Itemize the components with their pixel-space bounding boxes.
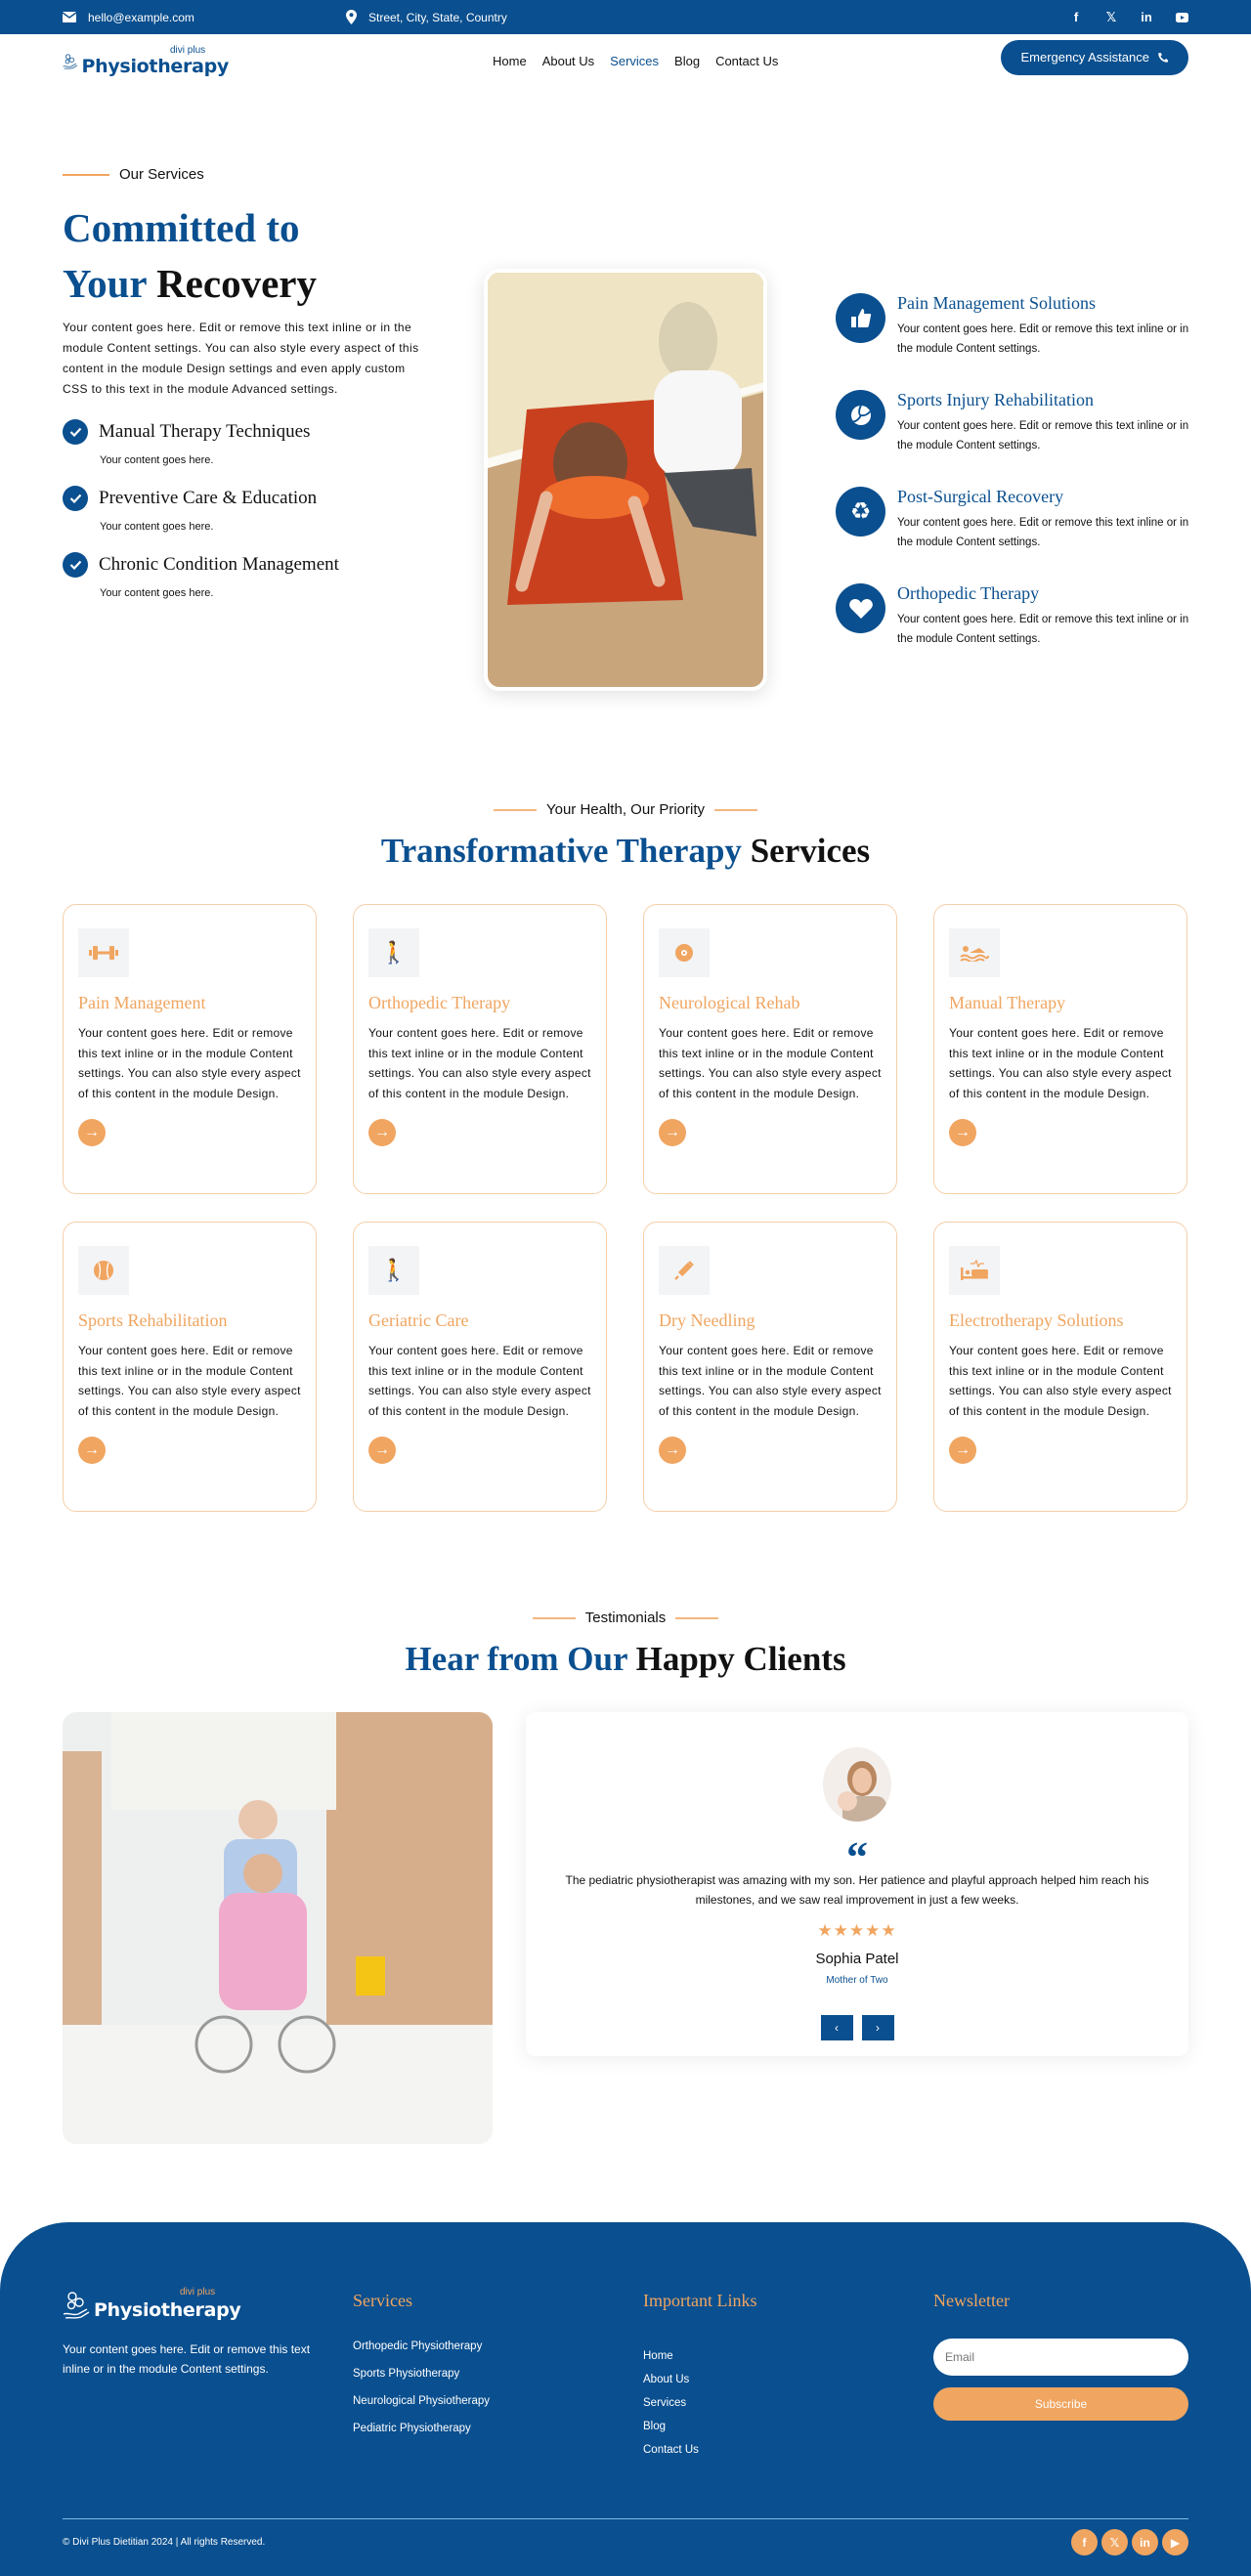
footer-important-links <box>643 2291 933 2468</box>
footer-bottom <box>63 2518 1188 2555</box>
title-dark: Services <box>750 832 871 870</box>
envelope-icon <box>63 12 76 22</box>
logo-hand-icon <box>63 2291 90 2320</box>
linkedin-icon[interactable]: in <box>1141 10 1152 24</box>
arrow-right-icon[interactable]: → <box>78 1437 106 1464</box>
checklist-sub: Your content goes here. <box>100 521 214 533</box>
arrow-right-icon[interactable]: → <box>368 1119 396 1146</box>
copyright: © Divi Plus Dietitian 2024 | All rights Reserved. <box>63 2537 266 2548</box>
service-card <box>63 1222 317 1512</box>
therapy-services-section <box>0 684 1251 1512</box>
eyebrow-text: Testimonials <box>584 1610 667 1626</box>
nav-about[interactable]: About Us <box>541 54 595 68</box>
walking-icon: 🚶 <box>368 928 419 977</box>
eyebrow-text: Your Health, Our Priority <box>545 801 705 818</box>
card-desc: Your content goes here. Edit or remove this text inline or in the module Content settings. You can also style every aspect of this content in the module Design. <box>368 1344 591 1418</box>
card-title: Neurological Rehab <box>659 993 800 1012</box>
card-desc: Your content goes here. Edit or remove this text inline or in the module Content settings. You can also style every aspect of this content in the module Design. <box>949 1344 1172 1418</box>
footer-link-services[interactable]: Services <box>643 2397 687 2409</box>
service-card <box>643 904 897 1194</box>
facebook-icon[interactable]: f <box>1073 10 1079 24</box>
site-logo[interactable] <box>63 44 229 77</box>
card-title: Pain Management <box>78 993 206 1012</box>
service-card <box>353 904 607 1194</box>
eyebrow-line <box>63 174 109 176</box>
card-title: Orthopedic Therapy <box>368 993 511 1012</box>
footer-description: Your content goes here. Edit or remove this text inline or in the module Content settings. <box>63 2342 311 2376</box>
star-rating: ★★★★★ <box>817 1921 897 1940</box>
card-title: Electrotherapy Solutions <box>949 1310 1124 1330</box>
card-desc: Your content goes here. Edit or remove this text inline or in the module Content settings. You can also style every aspect of this content in the module Design. <box>368 1026 591 1100</box>
card-title: Dry Needling <box>659 1310 755 1330</box>
eyebrow <box>0 1610 1251 1626</box>
feature-desc: Your content goes here. Edit or remove this text inline or in the module Content settings. <box>897 517 1189 548</box>
linkedin-icon[interactable]: in <box>1132 2529 1158 2555</box>
footer-service-link[interactable]: Neurological Physiotherapy <box>353 2395 490 2407</box>
eyebrow-line <box>714 809 757 811</box>
logo-text: Physiotherapy <box>81 55 229 77</box>
service-card <box>933 1222 1187 1512</box>
feature-item <box>836 293 1197 359</box>
intro-paragraph: Your content goes here. Edit or remove this text inline or in the module Content settings. You can also style every aspect of this content in the module Design settings and even apply custom CSS to this text in the module Advanced settings. <box>63 321 419 396</box>
prev-button[interactable]: ‹ <box>821 2015 853 2040</box>
our-services-intro <box>0 88 1251 684</box>
logo-hand-icon <box>63 47 78 76</box>
check-icon <box>63 552 88 578</box>
logo-tagline: divi plus <box>170 44 206 56</box>
checklist-title: Preventive Care & Education <box>99 488 318 508</box>
top-bar <box>0 0 1251 34</box>
service-card <box>933 904 1187 1194</box>
checklist-item <box>63 486 424 533</box>
facebook-icon[interactable]: f <box>1071 2529 1098 2555</box>
feature-list <box>836 293 1197 680</box>
footer-newsletter <box>933 2291 1188 2468</box>
feature-title: Sports Injury Rehabilitation <box>897 390 1094 409</box>
testimonials-section <box>0 1512 1251 2222</box>
footer-service-link[interactable]: Orthopedic Physiotherapy <box>353 2340 483 2352</box>
hospital-bed-icon <box>949 1246 1000 1295</box>
feature-desc: Your content goes here. Edit or remove this text inline or in the module Content settings. <box>897 614 1189 645</box>
footer-link-contact[interactable]: Contact Us <box>643 2444 699 2456</box>
checklist-item <box>63 552 424 599</box>
eyebrow-line <box>533 1617 576 1619</box>
checklist-item <box>63 419 424 466</box>
title-line-1: Committed to <box>63 205 300 250</box>
emergency-label: Emergency Assistance <box>1020 50 1149 64</box>
subscribe-button[interactable]: Subscribe <box>933 2387 1188 2421</box>
swimmer-icon <box>949 928 1000 977</box>
address-text: Street, City, State, Country <box>368 10 507 24</box>
email-text: hello@example.com <box>88 10 194 24</box>
nav-home[interactable]: Home <box>493 54 527 68</box>
heart-icon <box>836 583 885 633</box>
card-desc: Your content goes here. Edit or remove this text inline or in the module Content settings. You can also style every aspect of this content in the module Design. <box>949 1026 1172 1100</box>
nav-contact[interactable]: Contact Us <box>715 54 779 68</box>
eyebrow-line <box>494 809 537 811</box>
x-icon[interactable]: 𝕏 <box>1105 9 1117 24</box>
services-title <box>0 832 1251 871</box>
footer-heading: Services <box>353 2291 412 2310</box>
service-card <box>643 1222 897 1512</box>
youtube-icon[interactable]: ▶ <box>1162 2529 1188 2555</box>
syringe-icon <box>659 1246 710 1295</box>
card-desc: Your content goes here. Edit or remove this text inline or in the module Content settings. You can also style every aspect of this content in the module Design. <box>659 1026 882 1100</box>
site-footer <box>0 2222 1251 2576</box>
check-icon <box>63 419 88 445</box>
checklist-sub: Your content goes here. <box>100 454 214 466</box>
footer-link-blog[interactable]: Blog <box>643 2421 667 2432</box>
emergency-assistance-button[interactable] <box>1001 40 1188 75</box>
card-title: Manual Therapy <box>949 993 1066 1012</box>
arrow-right-icon[interactable]: → <box>78 1119 106 1146</box>
footer-link-home[interactable]: Home <box>643 2350 673 2362</box>
checklist-title: Chronic Condition Management <box>99 554 339 575</box>
title-line-2-blue: Your <box>63 261 147 306</box>
check-icon <box>63 486 88 511</box>
feature-desc: Your content goes here. Edit or remove this text inline or in the module Content settings. <box>897 323 1189 355</box>
client-name: Sophia Patel <box>815 1951 899 1967</box>
checklist-title: Manual Therapy Techniques <box>99 421 311 442</box>
atom-icon <box>659 928 710 977</box>
card-desc: Your content goes here. Edit or remove this text inline or in the module Content settings. You can also style every aspect of this content in the module Design. <box>78 1026 301 1100</box>
newsletter-email-input[interactable] <box>933 2339 1188 2376</box>
social-links <box>1069 11 1188 24</box>
thumbs-up-icon <box>836 293 885 343</box>
card-desc: Your content goes here. Edit or remove this text inline or in the module Content settings. You can also style every aspect of this content in the module Design. <box>78 1344 301 1418</box>
logo-tagline: divi plus <box>180 2287 216 2297</box>
feature-title: Pain Management Solutions <box>897 293 1096 313</box>
feature-title: Post-Surgical Recovery <box>897 487 1064 506</box>
quote-icon: “ <box>846 1833 868 1881</box>
baseball-icon <box>78 1246 129 1295</box>
next-button[interactable]: › <box>862 2015 894 2040</box>
contact-address <box>346 10 507 24</box>
eyebrow-line <box>675 1617 718 1619</box>
main-nav <box>493 54 778 68</box>
arrow-right-icon[interactable]: → <box>659 1437 686 1464</box>
title-blue: Hear from Our <box>405 1640 627 1678</box>
phone-icon <box>1157 52 1169 64</box>
feature-item <box>836 390 1197 455</box>
walking-icon: 🚶 <box>368 1246 419 1295</box>
feature-item <box>836 487 1197 552</box>
title-dark: Happy Clients <box>635 1640 846 1678</box>
service-card <box>353 1222 607 1512</box>
title-blue: Transformative Therapy <box>380 832 742 870</box>
card-desc: Your content goes here. Edit or remove this text inline or in the module Content settings. You can also style every aspect of this content in the module Design. <box>659 1344 882 1418</box>
volleyball-icon <box>836 390 885 440</box>
service-card <box>63 904 317 1194</box>
logo-text: Physiotherapy <box>94 2299 241 2321</box>
feature-desc: Your content goes here. Edit or remove this text inline or in the module Content settings. <box>897 420 1189 451</box>
eyebrow <box>0 801 1251 818</box>
feature-title: Orthopedic Therapy <box>897 583 1040 603</box>
footer-heading: Newsletter <box>933 2291 1010 2310</box>
testimonial-card <box>526 1712 1188 2056</box>
testimonials-title <box>0 1640 1251 1679</box>
card-title: Sports Rehabilitation <box>78 1310 228 1330</box>
footer-link-about[interactable]: About Us <box>643 2374 690 2385</box>
client-avatar <box>823 1747 891 1822</box>
dumbbell-icon <box>78 928 129 977</box>
arrow-right-icon[interactable]: → <box>368 1437 396 1464</box>
footer-social <box>1071 2529 1188 2555</box>
arrow-right-icon[interactable]: → <box>949 1437 976 1464</box>
footer-service-link[interactable]: Sports Physiotherapy <box>353 2368 460 2380</box>
arrow-right-icon[interactable]: → <box>659 1119 686 1146</box>
footer-service-link[interactable]: Pediatric Physiotherapy <box>353 2423 471 2434</box>
x-icon[interactable]: 𝕏 <box>1101 2529 1128 2555</box>
site-header <box>0 34 1251 88</box>
eyebrow <box>63 166 424 183</box>
nav-services[interactable]: Services <box>610 54 660 68</box>
youtube-icon[interactable] <box>1175 11 1188 24</box>
card-title: Geriatric Care <box>368 1310 469 1330</box>
nurse-wheelchair-photo <box>63 1712 493 2144</box>
arrow-right-icon[interactable]: → <box>949 1119 976 1146</box>
footer-services <box>353 2291 643 2468</box>
checklist-sub: Your content goes here. <box>100 587 214 599</box>
testimonial-text: The pediatric physiotherapist was amazing with my son. Her patience and playful approach helped him reach his milestones, and we saw real improvement in just a few weeks. <box>565 1873 1149 1907</box>
intro-title <box>63 200 424 312</box>
footer-heading: Important Links <box>643 2291 757 2310</box>
eyebrow-text: Our Services <box>119 166 204 183</box>
footer-logo[interactable] <box>63 2287 353 2321</box>
contact-email[interactable] <box>63 11 346 24</box>
therapy-session-photo <box>484 269 767 691</box>
services-grid <box>63 904 1188 1512</box>
slider-controls <box>526 2015 1188 2040</box>
client-role: Mother of Two <box>826 1975 888 1986</box>
feature-item <box>836 583 1197 649</box>
nav-blog[interactable]: Blog <box>674 54 701 68</box>
recycle-icon: ♻ <box>836 487 885 537</box>
map-pin-icon <box>346 10 357 24</box>
title-line-2-dark: Recovery <box>156 261 317 306</box>
footer-about <box>63 2287 353 2468</box>
